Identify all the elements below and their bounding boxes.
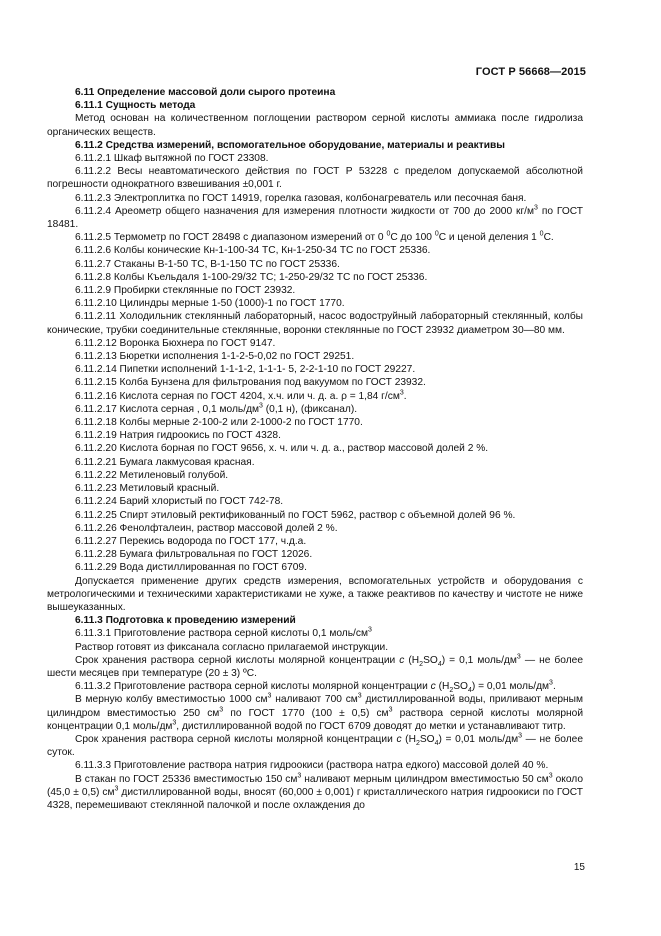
list-item: 6.11.2.13 Бюретки исполнения 1-1-2-5-0,02 по ГОСТ 29251. — [75, 351, 355, 363]
paragraph: 6.11.3.2 Приготовление раствора серной кислоты молярной концентрации c $(H_2SO_4) = 0,01$ моль/$дм^3$. — [75, 679, 556, 695]
list-item: 6.11.2.11 Холодильник стеклянный лабораторный, насос водоструйный лабораторный стеклянный, колбы конические, трубки соединительные стеклянные, воронки стеклянные по ГОСТ 23932 диаметром 30—80 мм. — [47, 311, 583, 336]
list-item: 6.11.2.12 Воронка Бюхнера по ГОСТ 9147. — [75, 337, 276, 349]
paragraph: В мерную колбу вместимостью 1000 $см^3$ наливают 700 $см^3$ дистиллированной воды, приливают мерным цилиндром вместимостью 250 $см^3$ по ГОСТ 1770 (100 ± 0,5) $см^3$ раствора серной кислоты молярной концентрации 0,1 моль/$дм^3$, дистиллированной водой по ГОСТ 6709 доводят до метки и устанавливают титр. — [47, 692, 584, 732]
subsection-title: 6.11.1 Сущность метода — [75, 100, 196, 112]
list-item: 6.11.2.25 Спирт этиловый ректификованный по ГОСТ 5962, раствор с объемной долей 96 %. — [75, 509, 516, 521]
list-item: 6.11.2.9 Пробирки стеклянные по ГОСТ 23932. — [75, 285, 296, 297]
document-body — [47, 86, 583, 812]
list-item: 6.11.2.28 Бумага фильтровальная по ГОСТ 12026. — [75, 549, 313, 561]
list-item: 6.11.2.14 Пипетки исполнений 1-1-1-2, 1-1-1- 5, 2-2-1-10 по ГОСТ 29227. — [75, 364, 416, 376]
paragraph: В стакан по ГОСТ 25336 вместимостью 150 $см^3$ наливают мерным цилиндром вместимостью 50 $см^3$ около (45,0 ± 0,5) $см^3$ дистиллированной воды, вносят (60,000 ± 0,001) г кристаллического натрия гидроокиси по ГОСТ 4328, перемешивают стеклянной палочкой и после охлаждения до — [47, 772, 584, 811]
list-item: 6.11.2.19 Натрия гидроокись по ГОСТ 4328. — [75, 430, 281, 442]
list-item: 6.11.2.4 Ареометр общего назначения для измерения плотности жидкости от 700 до 2000 $кг/м^3$ по ГОСТ 18481. — [47, 204, 584, 231]
list-item: 6.11.2.16 Кислота серная по ГОСТ 4204, х.ч. или ч. д. а. ρ = 1,84 $г/см^3$. — [75, 389, 407, 402]
list-item: 6.11.2.21 Бумага лакмусовая красная. — [75, 456, 255, 468]
list-item: 6.11.2.23 Метиловый красный. — [75, 483, 220, 495]
page-number: 15 — [573, 862, 585, 873]
list-item: 6.11.2.26 Фенолфталеин, раствор массовой долей 2 %. — [75, 522, 338, 534]
list-item: 6.11.2.18 Колбы мерные 2-100-2 или 2-1000-2 по ГОСТ 1770. — [75, 417, 363, 429]
list-item: 6.11.2.29 Вода дистиллированная по ГОСТ 6709. — [75, 562, 307, 574]
paragraph: Метод основан на количественном поглощении раствором серной кислоты аммиака после гидролиза органических веществ. — [47, 113, 583, 138]
list-item: 6.11.2.22 Метиленовый голубой. — [75, 469, 229, 481]
list-item: 6.11.2.2 Весы неавтоматического действия по ГОСТ Р 53228 с пределом допускаемой абсолютной погрешности однократного взвешивания ±0,001 г. — [47, 166, 583, 191]
paragraph: Допускается применение других средств измерения, вспомогательных устройств и оборудования с метрологическими и техническими характеристиками не хуже, а также реактивов по качеству и чистоте не ниже вышеуказанных. — [47, 575, 583, 613]
subsection-title: 6.11.2 Средства измерений, вспомогательное оборудование, материалы и реактивы — [75, 139, 505, 151]
list-item: 6.11.2.6 Колбы конические Кн-1-100-34 ТС, Кн-1-250-34 ТС по ГОСТ 25336. — [75, 245, 431, 257]
list-item: 6.11.2.3 Электроплитка по ГОСТ 14919, горелка газовая, колбонагреватель или песочная баня. — [75, 192, 527, 204]
list-item: 6.11.2.20 Кислота борная по ГОСТ 9656, х. ч. или ч. д. а., раствор массовой долей 2 %. — [75, 443, 489, 455]
list-item: 6.11.2.7 Стаканы В-1-50 ТС, В-1-150 ТС по ГОСТ 25336. — [75, 258, 340, 270]
subsection-title: 6.11.3 Подготовка к проведению измерений — [75, 615, 296, 627]
paragraph: Срок хранения раствора серной кислоты молярной концентрации c $(H_2SO_4) = 0,1$ моль/$дм^3$ — не более шести месяцев при температуре (20 ± 3) ºС. — [47, 653, 583, 679]
list-item: 6.11.2.24 Барий хлористый по ГОСТ 742-78. — [75, 496, 284, 508]
list-item: 6.11.2.5 Термометр по ГОСТ 28498 с диапазоном измерений от 0 $^0$С до 100 $^0$С и ценой деления 1 $^0$С. — [75, 230, 554, 244]
list-item: 6.11.2.27 Перекись водорода по ГОСТ 177, ч.д.а. — [75, 535, 307, 547]
document-code: ГОСТ Р 56668—2015 — [475, 66, 586, 78]
list-item: 6.11.2.17 Кислота серная , 0,1 моль/$дм^3$ (0,1 н), (фиксанал). — [75, 402, 358, 415]
list-item: 6.11.2.15 Колба Бунзена для фильтрования под вакуумом по ГОСТ 23932. — [75, 377, 426, 389]
section-title: 6.11 Определение массовой доли сырого протеина — [75, 87, 336, 98]
list-item: 6.11.2.10 Цилиндры мерные 1-50 (1000)-1 по ГОСТ 1770. — [75, 298, 345, 310]
paragraph: Срок хранения раствора серной кислоты молярной концентрации c $(H_2SO_4) = 0,01$ моль/$дм^3$ — не более суток. — [47, 732, 583, 759]
list-item: 6.11.2.1 Шкаф вытяжной по ГОСТ 23308. — [75, 153, 269, 165]
paragraph: Раствор готовят из фиксанала согласно прилагаемой инструкции. — [75, 641, 389, 653]
list-item: 6.11.2.8 Колбы Къельдаля 1-100-29/32 ТС; 1-250-29/32 ТС по ГОСТ 25336. — [75, 271, 428, 283]
paragraph: 6.11.3.1 Приготовление раствора серной кислоты 0,1 моль/$см^3$ — [75, 626, 372, 640]
paragraph: 6.11.3.3 Приготовление раствора натрия гидроокиси (раствора натра едкого) массовой долей 40 %. — [75, 760, 549, 772]
